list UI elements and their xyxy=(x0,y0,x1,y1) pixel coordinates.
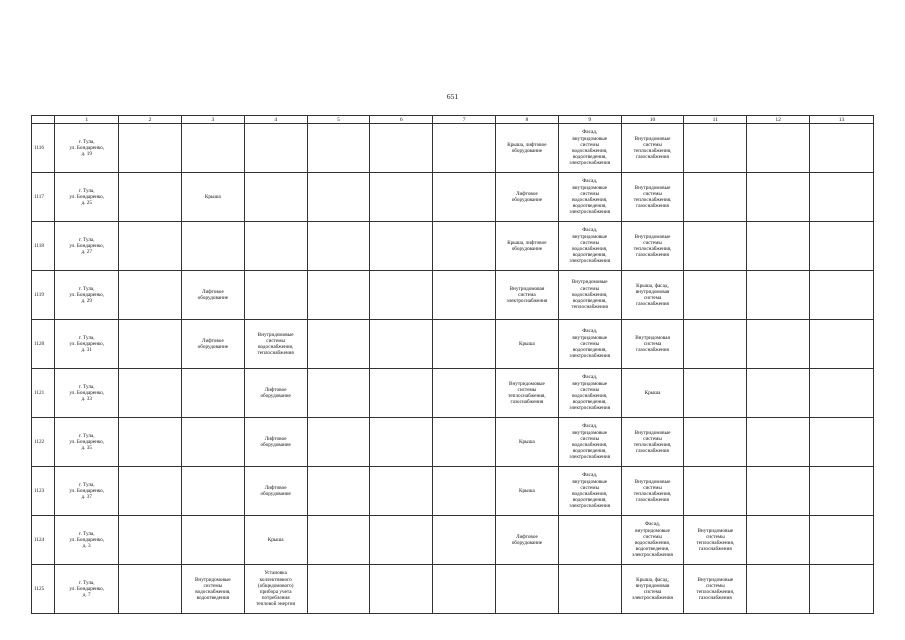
row-number-cell: 1121 xyxy=(32,369,55,418)
header-cell: 12 xyxy=(747,116,810,124)
table-row xyxy=(32,516,874,565)
table-cell xyxy=(747,222,810,271)
table-cell: Фасад, внутридомовые системы водоотведения, электроснабжения xyxy=(558,320,621,369)
table-cell: Внутридомовые системы теплоснабжения, газоснабжения xyxy=(621,418,684,467)
table-cell xyxy=(433,418,496,467)
table-cell: Крыша xyxy=(496,320,559,369)
row-number-cell: 1118 xyxy=(32,222,55,271)
table-cell xyxy=(119,222,182,271)
table-cell: Крыша xyxy=(244,516,307,565)
table-cell xyxy=(747,369,810,418)
row-number-cell: 1122 xyxy=(32,418,55,467)
table-cell xyxy=(747,516,810,565)
table-cell xyxy=(684,173,747,222)
table-cell xyxy=(558,516,621,565)
table-cell xyxy=(119,320,182,369)
table-cell: Лифтовое оборудование xyxy=(181,271,244,320)
table-cell xyxy=(496,565,559,614)
table-cell xyxy=(433,320,496,369)
table-row xyxy=(32,467,874,516)
table-cell xyxy=(307,467,370,516)
row-number-cell: 1119 xyxy=(32,271,55,320)
address-cell: г. Тула, ул. Бондаренко, д. 7 xyxy=(55,565,119,614)
table-cell xyxy=(307,320,370,369)
row-number-cell: 1117 xyxy=(32,173,55,222)
header-cell: 11 xyxy=(684,116,747,124)
table-cell: Внутридомовая система электроснабжения xyxy=(496,271,559,320)
table-row xyxy=(32,222,874,271)
table-cell: Фасад, внутридомовые системы водоснабжения, водоотведения, электроснабжения xyxy=(558,173,621,222)
table-cell: Внутридомовые системы теплоснабжения, газоснабжения xyxy=(621,467,684,516)
table-cell xyxy=(684,271,747,320)
table-cell: Крыша, фасад, внутридомовая система электроснабжения xyxy=(621,565,684,614)
table-cell: Внутридомовые системы теплоснабжения, газоснабжения xyxy=(684,565,747,614)
table-cell: Внутридомовые системы водоснабжения, теплоснабжения xyxy=(244,320,307,369)
table-cell: Фасад, внутридомовые системы водоснабжения, водоотведения, электроснабжения xyxy=(558,124,621,173)
table-cell xyxy=(181,516,244,565)
table-cell xyxy=(307,222,370,271)
table-cell xyxy=(810,271,874,320)
header-cell: 4 xyxy=(244,116,307,124)
table-cell: Крыша xyxy=(181,173,244,222)
table-cell xyxy=(370,222,433,271)
table-row xyxy=(32,565,874,614)
table-cell xyxy=(684,369,747,418)
table-cell: Установка коллективного (общедомового) прибора учета потребления тепловой энергии xyxy=(244,565,307,614)
table-cell xyxy=(307,271,370,320)
table-cell xyxy=(181,467,244,516)
header-row xyxy=(32,116,874,124)
table-cell xyxy=(307,565,370,614)
address-cell: г. Тула, ул. Бондаренко, д. 29 xyxy=(55,271,119,320)
table-cell xyxy=(810,418,874,467)
table-cell xyxy=(747,418,810,467)
table-cell: Внутридомовые системы теплоснабжения, газоснабжения xyxy=(621,124,684,173)
table-cell: Внутридомовые системы водоснабжения, водоотведения, теплоснабжения xyxy=(558,271,621,320)
table-cell xyxy=(810,516,874,565)
address-cell: г. Тула, ул. Бондаренко, д. 35 xyxy=(55,418,119,467)
table-cell: Лифтовое оборудование xyxy=(496,173,559,222)
table-cell: Фасад, внутридомовые системы водоснабжения, водоотведения, электроснабжения xyxy=(558,369,621,418)
table-cell xyxy=(244,173,307,222)
table-cell xyxy=(433,173,496,222)
table-cell: Внутридомовая система газоснабжения xyxy=(621,320,684,369)
table-cell xyxy=(810,222,874,271)
address-cell: г. Тула, ул. Бондаренко, д. 33 xyxy=(55,369,119,418)
table-cell xyxy=(433,222,496,271)
row-number-cell: 1124 xyxy=(32,516,55,565)
table-cell xyxy=(370,418,433,467)
table-body xyxy=(32,116,874,614)
table-cell xyxy=(181,222,244,271)
table-cell xyxy=(370,320,433,369)
table-cell xyxy=(307,173,370,222)
header-cell: 10 xyxy=(621,116,684,124)
table-cell: Фасад, внутридомовые системы водоснабжения, водоотведения, электроснабжения xyxy=(558,467,621,516)
table-cell xyxy=(119,271,182,320)
table-cell xyxy=(370,271,433,320)
table-cell xyxy=(119,516,182,565)
table-cell xyxy=(119,467,182,516)
table-cell xyxy=(119,418,182,467)
address-cell: г. Тула, ул. Бондаренко, д. 31 xyxy=(55,320,119,369)
table-cell xyxy=(119,173,182,222)
table-cell: Крыша, фасад, внутридомовая система газоснабжения xyxy=(621,271,684,320)
header-cell: 3 xyxy=(181,116,244,124)
table-cell xyxy=(684,320,747,369)
table-cell: Лифтовое оборудование xyxy=(244,418,307,467)
table-cell: Внутридомовые системы водоснабжения, водоотведения xyxy=(181,565,244,614)
table-cell xyxy=(244,124,307,173)
table-cell xyxy=(747,467,810,516)
table-row xyxy=(32,124,874,173)
table-cell xyxy=(181,418,244,467)
table-cell xyxy=(433,124,496,173)
table-cell xyxy=(747,173,810,222)
table-cell: Лифтовое оборудование xyxy=(181,320,244,369)
table-cell xyxy=(119,124,182,173)
table-cell: Крыша xyxy=(496,467,559,516)
table-cell xyxy=(307,369,370,418)
table-cell: Крыша xyxy=(621,369,684,418)
row-number-cell: 1123 xyxy=(32,467,55,516)
table-cell: Внутридомовые системы теплоснабжения, газоснабжения xyxy=(684,516,747,565)
table-cell: Фасад, внутридомовые системы водоснабжения, водоотведения, электроснабжения xyxy=(558,418,621,467)
address-cell: г. Тула, ул. Бондаренко, д. 37 xyxy=(55,467,119,516)
table-cell xyxy=(307,124,370,173)
table-cell xyxy=(244,222,307,271)
table-cell xyxy=(747,124,810,173)
table-cell: Фасад, внутридомовые системы водоснабжения, водоотведения, электроснабжения xyxy=(558,222,621,271)
table-cell xyxy=(810,467,874,516)
header-cell: 13 xyxy=(810,116,874,124)
table-cell xyxy=(810,173,874,222)
table-cell: Фасад, внутридомовые системы водоснабжения, водоотведения, электроснабжения xyxy=(621,516,684,565)
table-row xyxy=(32,320,874,369)
table-cell xyxy=(684,222,747,271)
table-cell: Внутридомовые системы теплоснабжения, газоснабжения xyxy=(621,222,684,271)
table-cell xyxy=(747,565,810,614)
table-cell xyxy=(684,418,747,467)
table-cell xyxy=(181,124,244,173)
table-row xyxy=(32,418,874,467)
table-cell: Крыша xyxy=(496,418,559,467)
table-cell xyxy=(747,320,810,369)
address-cell: г. Тула, ул. Бондаренко, д. 3 xyxy=(55,516,119,565)
table-cell: Лифтовое оборудование xyxy=(244,369,307,418)
table-cell: Внутридомовые системы теплоснабжения, газоснабжения xyxy=(496,369,559,418)
repair-schedule-table xyxy=(31,115,874,614)
table-row xyxy=(32,369,874,418)
row-number-cell: 1116 xyxy=(32,124,55,173)
table-cell xyxy=(810,124,874,173)
header-cell: 1 xyxy=(55,116,119,124)
table-cell xyxy=(558,565,621,614)
table-cell: Крыша, лифтовое оборудование xyxy=(496,222,559,271)
table-cell xyxy=(370,124,433,173)
table-row xyxy=(32,173,874,222)
table-cell: Лифтовое оборудование xyxy=(496,516,559,565)
page-number: 651 xyxy=(446,92,459,101)
table-cell xyxy=(370,369,433,418)
table-cell xyxy=(433,271,496,320)
table-cell xyxy=(810,565,874,614)
table-cell xyxy=(684,124,747,173)
table-cell xyxy=(370,516,433,565)
table-cell xyxy=(370,565,433,614)
address-cell: г. Тула, ул. Бондаренко, д. 25 xyxy=(55,173,119,222)
table-cell xyxy=(119,565,182,614)
table-cell xyxy=(433,565,496,614)
row-number-cell: 1120 xyxy=(32,320,55,369)
header-cell: 6 xyxy=(370,116,433,124)
table-cell: Внутридомовые системы теплоснабжения, газоснабжения xyxy=(621,173,684,222)
table-row xyxy=(32,271,874,320)
address-cell: г. Тула, ул. Бондаренко, д. 27 xyxy=(55,222,119,271)
table-cell xyxy=(810,369,874,418)
header-cell: 2 xyxy=(119,116,182,124)
header-cell: 7 xyxy=(433,116,496,124)
table-cell xyxy=(433,516,496,565)
header-cell-blank xyxy=(32,116,55,124)
table-cell xyxy=(433,369,496,418)
header-cell: 9 xyxy=(558,116,621,124)
table-cell xyxy=(433,467,496,516)
address-cell: г. Тула, ул. Бондаренко, д. 19 xyxy=(55,124,119,173)
table-cell xyxy=(810,320,874,369)
table-cell xyxy=(370,467,433,516)
table-cell xyxy=(119,369,182,418)
table-cell: Крыша, лифтовое оборудование xyxy=(496,124,559,173)
table-cell: Лифтовое оборудование xyxy=(244,467,307,516)
table-cell xyxy=(307,516,370,565)
table-cell xyxy=(181,369,244,418)
table-cell xyxy=(370,173,433,222)
header-cell: 8 xyxy=(496,116,559,124)
header-cell: 5 xyxy=(307,116,370,124)
table-cell xyxy=(244,271,307,320)
table-cell xyxy=(747,271,810,320)
table-cell xyxy=(684,467,747,516)
row-number-cell: 1125 xyxy=(32,565,55,614)
table-cell xyxy=(307,418,370,467)
